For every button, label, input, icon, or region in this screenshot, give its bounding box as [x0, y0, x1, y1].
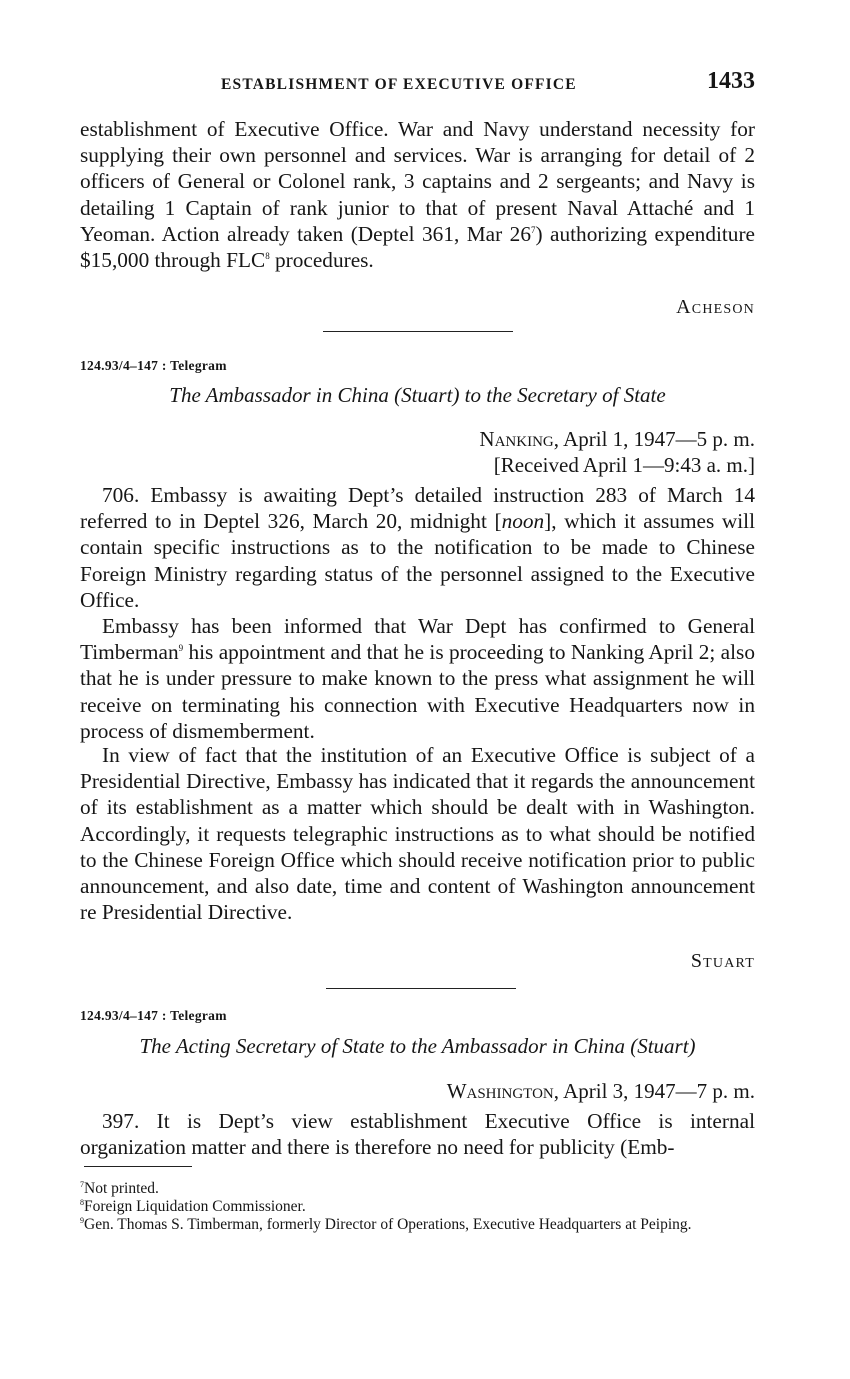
footnote-mark-8: 8: [80, 1198, 84, 1207]
doc3-dateline: [447, 1078, 755, 1104]
footnote-text-9: Gen. Thomas S. Timberman, formerly Director of Operations, Executive Headquarters at Peiping.: [84, 1216, 692, 1233]
doc2-dateline-date: , April 1, 1947—5 p. m.: [553, 427, 755, 451]
footnote-mark-9: 9: [80, 1216, 84, 1225]
page-header: [80, 68, 755, 102]
doc2-para1-a: 706. Embassy is awaiting Dept’s detailed instruction 283 of March 14 referred to in Deptel 326, March 20, midnight [: [80, 483, 755, 534]
doc2-para1-noon: noon: [501, 509, 545, 534]
footnote-text-8: Foreign Liquidation Commissioner.: [84, 1198, 306, 1215]
doc2-paragraph-3: In view of fact that the institution of an Executive Office is subject of a Presidential Directive, Embassy has indicated that it regards the announcement of its establishment as a matter which should be dealt with in Washington. Accordingly, it requests telegraphic instructions as to what should be notified to the Chinese Foreign Office which should receive notification prior to public announcement, and also date, time and content of Washington announcement re Presidential Directive.: [80, 743, 755, 925]
doc3-paragraph-1: 397. It is Dept’s view establishment Executive Office is internal organization matter and there is therefore no need for publicity (Emb-: [80, 1109, 755, 1160]
doc3-dateline-date: , April 3, 1947—7 p. m.: [553, 1079, 755, 1103]
section-divider: [326, 988, 516, 989]
footnote-8: [80, 1198, 755, 1216]
doc2-para2-b: his appointment and that he is proceeding to Nanking April 2; also that he is under pressure to make known to the press what assignment he will receive on terminating his connection with Executive Headquarters now in process of dismemberment.: [80, 640, 755, 743]
doc2-title: The Ambassador in China (Stuart) to the Secretary of State: [169, 383, 666, 407]
doc2-dateline: [479, 426, 755, 478]
doc1-text-a: establishment of Executive Office. War and Navy understand necessity for supplying their own personnel and services. War is arranging for detail of 2 officers of General or Colonel rank, 3 captains and 2 sergeants; and Navy is detailing 1 Captain of rank junior to that of present Naval Attaché and 1 Yeoman. Action already taken (Deptel 361, Mar 26: [80, 117, 755, 246]
doc1-signature: Acheson: [676, 296, 755, 318]
doc2-paragraph-1: [80, 482, 755, 613]
footnote-text-7: Not printed.: [84, 1180, 159, 1197]
running-head: ESTABLISHMENT OF EXECUTIVE OFFICE: [221, 76, 577, 93]
footnote-ref-7: 7: [530, 224, 536, 235]
doc2-para1-b: ], which it assumes will contain specific instructions as to the notification to be made to Chinese Foreign Ministry regarding status of the personnel assigned to the Executive Office.: [80, 509, 755, 612]
doc2-signature: Stuart: [690, 950, 755, 972]
doc2-file-number: 124.93/4–147 : Telegram: [80, 358, 227, 373]
doc2-received: [Received April 1—9:43 a. m.]: [493, 453, 755, 477]
footnote-9: [80, 1216, 755, 1234]
footnote-ref-9: 9: [178, 643, 184, 654]
doc3-dateline-place: Washington: [446, 1079, 554, 1103]
footnote-7: [80, 1180, 755, 1198]
doc2-para2-a: Embassy has been informed that War Dept has confirmed to General Timberman: [80, 614, 755, 665]
doc3-title: The Acting Secretary of State to the Ambassador in China (Stuart): [139, 1034, 696, 1058]
footnote-mark-7: 7: [80, 1180, 84, 1189]
footnote-ref-8: 8: [265, 251, 270, 262]
footnote-rule: [84, 1166, 192, 1167]
doc2-paragraph-2: [80, 613, 755, 744]
page-number: 1433: [707, 68, 755, 94]
doc2-dateline-place: Nanking: [479, 427, 554, 451]
doc3-file-number: 124.93/4–147 : Telegram: [80, 1008, 227, 1023]
doc1-text-b: ) authorizing expenditure $15,000 through FLC: [80, 221, 755, 273]
doc1-text-c: procedures.: [269, 248, 374, 273]
doc1-paragraph: [80, 116, 755, 273]
section-divider: [323, 331, 513, 332]
